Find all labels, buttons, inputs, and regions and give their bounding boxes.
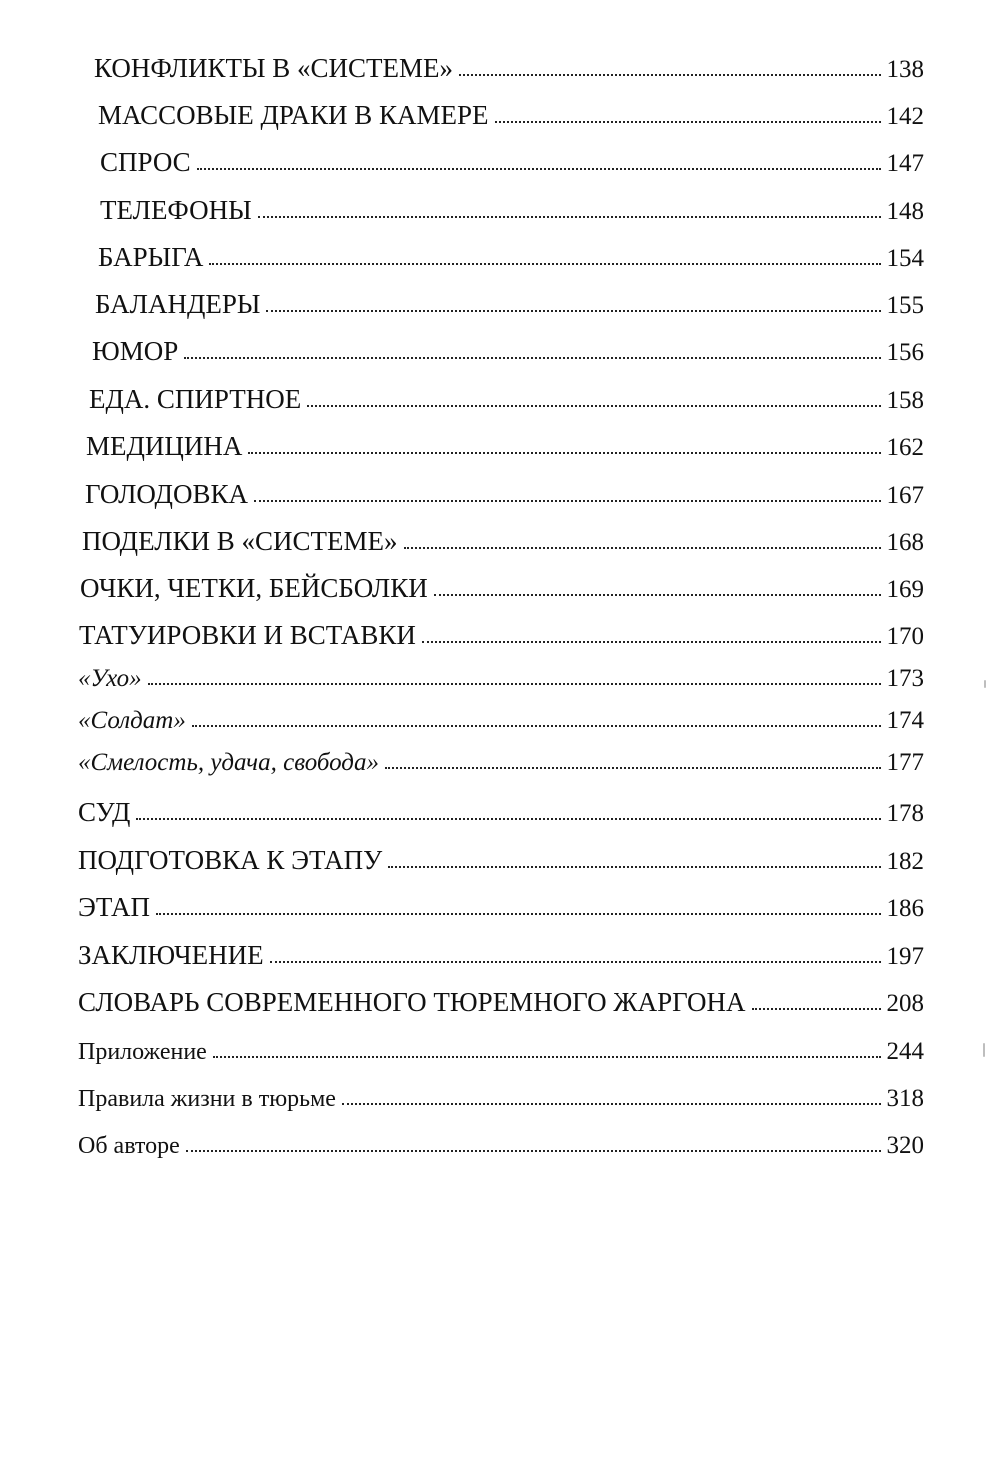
dot-leader (270, 959, 881, 963)
toc-entry-page: 177 (886, 749, 924, 776)
toc-entry-page: 138 (886, 56, 924, 83)
toc-entry-page: 147 (886, 150, 924, 177)
dot-leader (184, 355, 880, 359)
dot-leader (156, 911, 881, 915)
toc-entry-page: 155 (886, 292, 924, 319)
toc-entry[interactable] (100, 197, 924, 224)
toc-entry-title: МЕДИЦИНА (86, 431, 243, 461)
dot-leader (422, 639, 881, 643)
toc-entry[interactable] (94, 55, 924, 82)
toc-entry-title: БАЛАНДЕРЫ (95, 289, 261, 319)
toc-entry[interactable] (86, 433, 924, 460)
toc-entry[interactable] (98, 102, 924, 129)
scan-speck (983, 1043, 985, 1057)
toc-entry-page: 169 (886, 576, 924, 603)
toc-entry-title: ПОДГОТОВКА К ЭТАПУ (78, 845, 383, 875)
toc-entry[interactable] (92, 338, 924, 365)
toc-entry-title: МАССОВЫЕ ДРАКИ В КАМЕРЕ (98, 100, 489, 130)
dot-leader (258, 214, 881, 218)
dot-leader (434, 592, 881, 596)
dot-leader (248, 450, 880, 454)
toc-entry-title: Об авторе (78, 1133, 180, 1159)
toc-entry[interactable] (89, 386, 924, 413)
toc-entry-page: 162 (886, 434, 924, 461)
toc-entry-title: СУД (78, 797, 131, 827)
toc-entry-title: ТЕЛЕФОНЫ (100, 195, 252, 225)
toc-entry[interactable] (78, 1086, 924, 1111)
toc-entry-page: 142 (886, 103, 924, 130)
toc-entry-title: БАРЫГА (98, 242, 204, 272)
toc-entry-title: ТАТУИРОВКИ И ВСТАВКИ (79, 620, 416, 650)
dot-leader (266, 308, 880, 312)
toc-entry-page: 168 (886, 529, 924, 556)
toc-entry[interactable] (100, 149, 924, 176)
toc-entry-title: «Ухо» (78, 665, 142, 692)
toc-entry-page: 170 (886, 623, 924, 650)
toc-entry-title: «Солдат» (78, 707, 186, 734)
dot-leader (197, 166, 881, 170)
toc-entry-title: «Смелость, удача, свобода» (78, 749, 379, 776)
dot-leader (495, 119, 881, 123)
toc-entry-page: 148 (886, 198, 924, 225)
toc-subentry[interactable] (78, 750, 924, 775)
toc-entry[interactable] (82, 528, 924, 555)
dot-leader (148, 681, 881, 685)
toc-entry-title: ПОДЕЛКИ В «СИСТЕМЕ» (82, 526, 398, 556)
toc-entry-page: 244 (886, 1038, 924, 1065)
toc-entry[interactable] (98, 244, 924, 271)
toc-entry-title: ЮМОР (92, 336, 179, 366)
toc-entry-page: 167 (886, 482, 924, 509)
toc-entry[interactable] (79, 622, 924, 649)
toc-entry[interactable] (78, 847, 924, 874)
dot-leader (404, 545, 881, 549)
dot-leader (342, 1101, 881, 1105)
dot-leader (186, 1148, 881, 1152)
dot-leader (254, 498, 881, 502)
toc-entry[interactable] (78, 799, 924, 826)
toc-entry-title: ГОЛОДОВКА (85, 479, 248, 509)
toc-entry[interactable] (85, 481, 924, 508)
dot-leader (307, 403, 880, 407)
toc-entry-page: 320 (886, 1132, 924, 1159)
toc-entry-title: Правила жизни в тюрьме (78, 1086, 336, 1112)
dot-leader (136, 816, 880, 820)
toc-entry-title: Приложение (78, 1039, 207, 1065)
dot-leader (385, 765, 881, 769)
toc-entry-title: КОНФЛИКТЫ В «СИСТЕМЕ» (94, 53, 454, 83)
toc-entry-page: 174 (886, 707, 924, 734)
toc-entry[interactable] (78, 894, 924, 921)
toc-entry-page: 197 (886, 943, 924, 970)
scan-speck (984, 680, 986, 688)
toc-entry-page: 318 (886, 1085, 924, 1112)
dot-leader (213, 1054, 881, 1058)
toc-entry-page: 158 (886, 387, 924, 414)
dot-leader (192, 723, 881, 727)
toc-entry-title: ЕДА. СПИРТНОЕ (89, 384, 302, 414)
toc-entry[interactable] (78, 942, 924, 969)
toc-subentry[interactable] (78, 708, 924, 733)
toc-entry-page: 208 (886, 990, 924, 1017)
dot-leader (752, 1006, 881, 1010)
toc-entry-title: ЗАКЛЮЧЕНИЕ (78, 940, 264, 970)
dot-leader (209, 261, 880, 265)
toc-entry-page: 178 (886, 800, 924, 827)
toc-entry[interactable] (78, 989, 924, 1016)
toc-entry-page: 186 (886, 895, 924, 922)
dot-leader (459, 72, 880, 76)
toc-entry[interactable] (80, 575, 924, 602)
toc-entry[interactable] (95, 291, 924, 318)
toc-entry-title: СЛОВАРЬ СОВРЕМЕННОГО ТЮРЕМНОГО ЖАРГОНА (78, 987, 746, 1017)
toc-entry-title: ОЧКИ, ЧЕТКИ, БЕЙСБОЛКИ (80, 573, 428, 603)
toc-entry-page: 156 (886, 339, 924, 366)
dot-leader (388, 864, 880, 868)
toc-entry-page: 173 (886, 665, 924, 692)
toc-entry[interactable] (78, 1133, 924, 1158)
toc-subentry[interactable] (78, 666, 924, 691)
toc-entry-title: ЭТАП (78, 892, 150, 922)
toc-entry-page: 182 (886, 848, 924, 875)
toc-entry-title: СПРОС (100, 147, 191, 177)
toc-entry-page: 154 (886, 245, 924, 272)
toc-entry[interactable] (78, 1039, 924, 1064)
